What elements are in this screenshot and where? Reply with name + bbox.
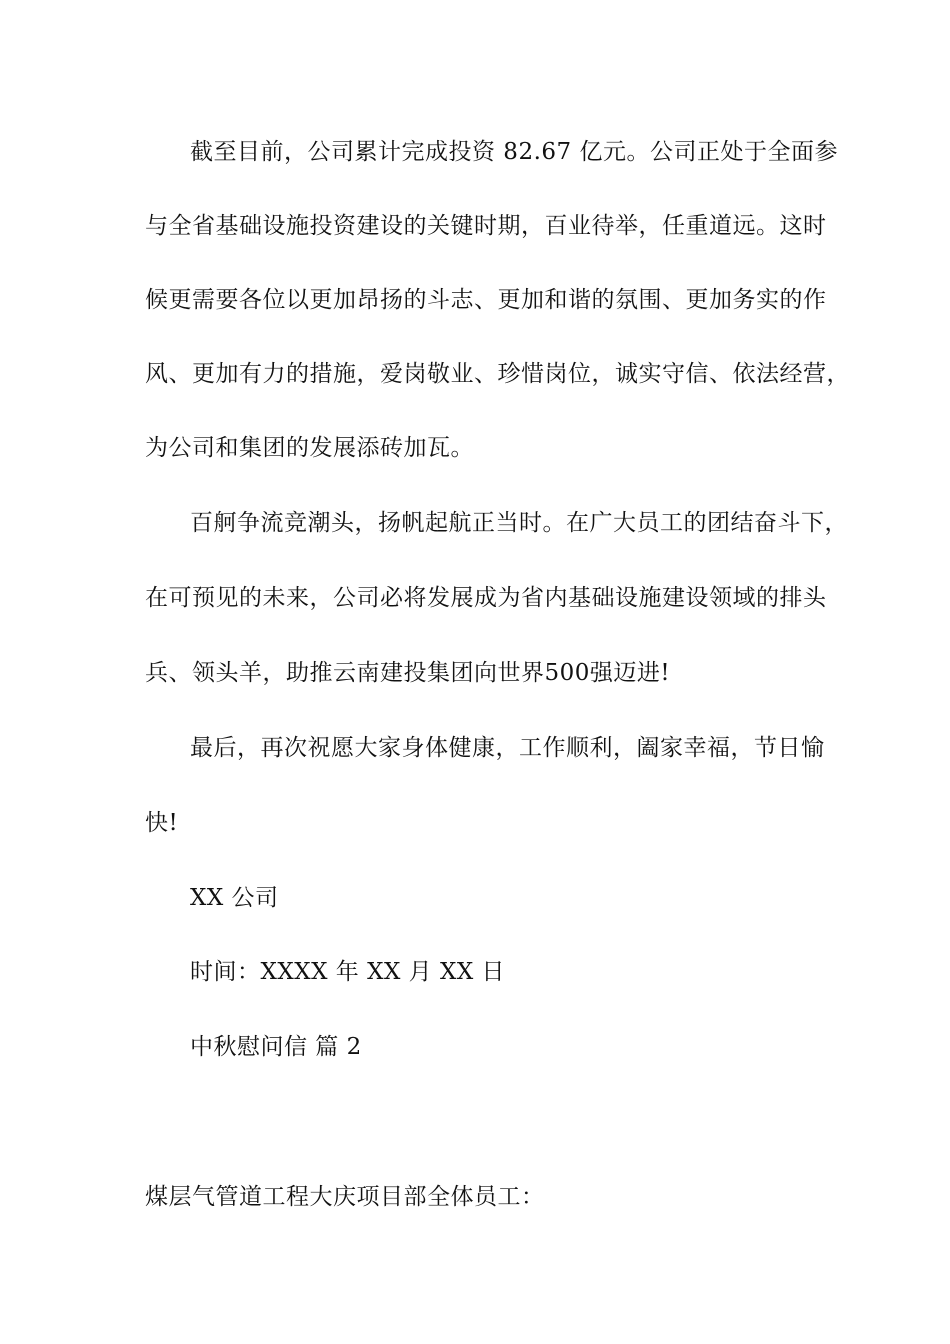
paragraph-1-line-2: 与全省基础设施投资建设的关键时期，百业待举，任重道远。这时 xyxy=(145,213,827,239)
paragraph-2-line-2: 在可预见的未来，公司必将发展成为省内基础设施建设领域的排头 xyxy=(145,585,827,611)
paragraph-1-line-4: 风、更加有力的措施，爱岗敬业、珍惜岗位，诚实守信、依法经营， xyxy=(145,361,850,387)
paragraph-1-line-1: 截至目前，公司累计完成投资 82.67 亿元。公司正处于全面参 xyxy=(190,139,838,165)
signature: XX 公司 xyxy=(190,885,279,911)
paragraph-2-line-3: 兵、领头羊，助推云南建投集团向世界500强迈进! xyxy=(145,660,671,686)
section-title: 中秋慰问信 篇 2 xyxy=(190,1034,362,1060)
paragraph-1-line-5: 为公司和集团的发展添砖加瓦。 xyxy=(145,435,474,461)
paragraph-3-line-1: 最后，再次祝愿大家身体健康，工作顺利，阖家幸福，节日愉 xyxy=(190,735,825,761)
paragraph-2-line-1: 百舸争流竞潮头，扬帆起航正当时。在广大员工的团结奋斗下， xyxy=(190,510,848,536)
paragraph-3-line-2: 快! xyxy=(145,810,179,836)
salutation: 煤层气管道工程大庆项目部全体员工： xyxy=(145,1184,545,1210)
date-line: 时间：XXXX 年 XX 月 XX 日 xyxy=(190,959,506,985)
paragraph-1-line-3: 候更需要各位以更加昂扬的斗志、更加和谐的氛围、更加务实的作 xyxy=(145,287,827,313)
